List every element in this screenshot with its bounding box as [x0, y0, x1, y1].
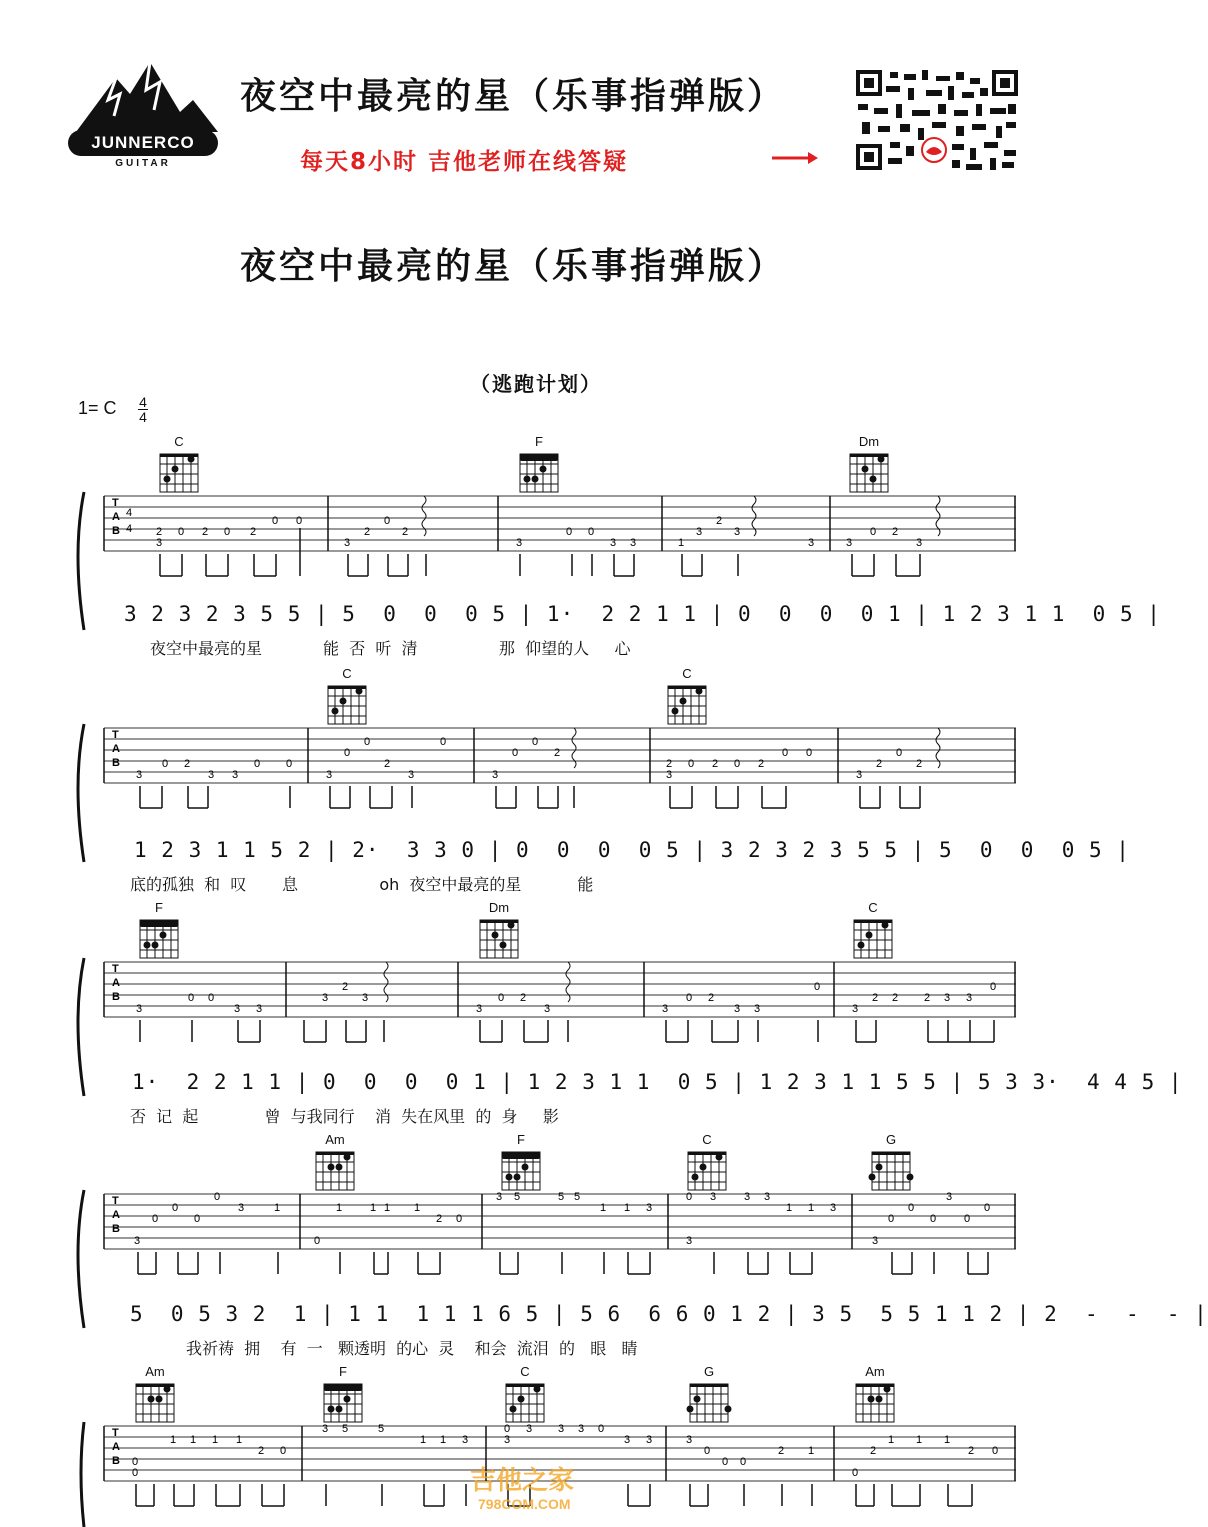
svg-text:3: 3 [492, 769, 499, 781]
svg-text:2: 2 [892, 992, 899, 1004]
chord-diagram: C [850, 902, 896, 958]
svg-text:3: 3 [238, 1202, 245, 1214]
watermark-url: 798COM.COM [478, 1496, 571, 1512]
svg-text:3: 3 [462, 1434, 469, 1446]
svg-text:0: 0 [896, 747, 903, 759]
svg-text:3: 3 [662, 1003, 669, 1015]
chord-diagram: F [516, 436, 562, 492]
svg-text:3: 3 [326, 769, 333, 781]
svg-text:1: 1 [336, 1202, 343, 1214]
svg-text:0: 0 [686, 1191, 693, 1203]
svg-text:1: 1 [786, 1202, 793, 1214]
svg-text:A: A [112, 1209, 120, 1221]
svg-text:3: 3 [344, 537, 351, 549]
svg-text:0: 0 [172, 1202, 179, 1214]
svg-text:1: 1 [808, 1202, 815, 1214]
chord-diagram: G [686, 1366, 732, 1422]
svg-text:2: 2 [436, 1213, 443, 1225]
chord-diagram: C [156, 436, 202, 492]
svg-text:0: 0 [498, 992, 505, 1004]
svg-text:2: 2 [402, 526, 409, 538]
svg-text:0: 0 [214, 1191, 221, 1203]
svg-text:0: 0 [132, 1456, 139, 1468]
svg-text:0: 0 [364, 736, 371, 748]
svg-text:1: 1 [600, 1202, 607, 1214]
lyrics-line: 夜空中最亮的星 能 否 听 清 那 仰望的人 心 [150, 639, 631, 658]
svg-text:3: 3 [710, 1191, 717, 1203]
svg-text:3: 3 [134, 1235, 141, 1247]
page-title: 夜空中最亮的星（乐事指弹版） [240, 245, 787, 287]
svg-text:2: 2 [968, 1445, 975, 1457]
svg-text:3: 3 [322, 1423, 329, 1435]
key-signature: 1= C [78, 398, 117, 418]
system-row-1 [0, 430, 1161, 660]
svg-text:1: 1 [420, 1434, 427, 1446]
svg-text:3: 3 [666, 769, 673, 781]
svg-text:0: 0 [588, 526, 595, 538]
svg-text:0: 0 [532, 736, 539, 748]
svg-text:0: 0 [440, 736, 447, 748]
svg-text:1: 1 [384, 1202, 391, 1214]
svg-text:1: 1 [212, 1434, 219, 1446]
svg-text:0: 0 [870, 526, 877, 538]
svg-text:3: 3 [232, 769, 239, 781]
chord-diagram: C [664, 668, 710, 724]
svg-text:3: 3 [686, 1434, 693, 1446]
svg-text:2: 2 [250, 526, 257, 538]
svg-text:0: 0 [806, 747, 813, 759]
svg-text:A: A [112, 977, 120, 989]
svg-text:3: 3 [696, 526, 703, 538]
svg-text:0: 0 [992, 1445, 999, 1457]
numbered-notation: 3 2 3 2 3 5 5 | 5 0 0 0 5 | 1· 2 2 1 1 | 0 0 0 0 1 | 1 2 3 1 1 0 5 | [124, 602, 1161, 626]
svg-text:2: 2 [712, 758, 719, 770]
svg-text:0: 0 [722, 1456, 729, 1468]
svg-text:B: B [112, 1223, 120, 1235]
svg-text:A: A [112, 511, 120, 523]
svg-text:2: 2 [872, 992, 879, 1004]
chord-diagram: C [502, 1366, 548, 1422]
svg-text:3: 3 [734, 1003, 741, 1015]
chord-diagram: Am [132, 1366, 178, 1422]
svg-text:2: 2 [364, 526, 371, 538]
svg-text:3: 3 [322, 992, 329, 1004]
svg-text:0: 0 [782, 747, 789, 759]
svg-text:3: 3 [256, 1003, 263, 1015]
svg-text:5: 5 [378, 1423, 385, 1435]
svg-text:3: 3 [808, 537, 815, 549]
svg-text:B: B [112, 1455, 120, 1467]
svg-text:3: 3 [856, 769, 863, 781]
logo-sub: GUITAR [115, 158, 171, 169]
svg-text:2: 2 [778, 1445, 785, 1457]
svg-text:T: T [112, 1195, 119, 1207]
svg-text:2: 2 [666, 758, 673, 770]
svg-text:2: 2 [156, 526, 163, 538]
svg-text:3: 3 [408, 769, 415, 781]
svg-text:0: 0 [344, 747, 351, 759]
svg-text:B: B [112, 757, 120, 769]
svg-text:3: 3 [516, 537, 523, 549]
svg-text:2: 2 [708, 992, 715, 1004]
svg-text:1: 1 [190, 1434, 197, 1446]
svg-text:0: 0 [686, 992, 693, 1004]
svg-text:3: 3 [830, 1202, 837, 1214]
svg-text:0: 0 [598, 1423, 605, 1435]
svg-text:5: 5 [558, 1191, 565, 1203]
lyrics-line: 我祈祷 拥 有 一 颗透明 的心 灵 和会 流泪 的 眼 睛 [186, 1339, 638, 1358]
svg-text:1: 1 [414, 1202, 421, 1214]
chord-diagram: C [324, 668, 370, 724]
svg-text:2: 2 [258, 1445, 265, 1457]
svg-text:2: 2 [554, 747, 561, 759]
svg-text:0: 0 [990, 981, 997, 993]
svg-text:3: 3 [362, 992, 369, 1004]
svg-text:0: 0 [132, 1467, 139, 1479]
svg-text:0: 0 [888, 1213, 895, 1225]
chord-diagram: Am [852, 1366, 898, 1422]
arrow-right-icon [772, 148, 818, 168]
chord-diagram: Dm [476, 902, 522, 958]
svg-text:0: 0 [280, 1445, 287, 1457]
svg-text:0: 0 [930, 1213, 937, 1225]
svg-text:0: 0 [314, 1235, 321, 1247]
svg-text:3: 3 [156, 537, 163, 549]
svg-text:0: 0 [152, 1213, 159, 1225]
svg-text:0: 0 [566, 526, 573, 538]
svg-text:0: 0 [162, 758, 169, 770]
svg-text:1: 1 [888, 1434, 895, 1446]
svg-text:2: 2 [342, 981, 349, 993]
svg-text:3: 3 [946, 1191, 953, 1203]
svg-text:0: 0 [852, 1467, 859, 1479]
svg-text:0: 0 [504, 1423, 511, 1435]
svg-text:T: T [112, 963, 119, 975]
svg-text:1: 1 [916, 1434, 923, 1446]
svg-text:4: 4 [126, 523, 133, 535]
chord-diagram: F [498, 1134, 544, 1190]
numbered-notation: 1 2 3 1 1 5 2 | 2· 3 3 0 | 0 0 0 0 5 | 3 2 3 2 3 5 5 | 5 0 0 0 5 | [134, 838, 1130, 862]
svg-text:1: 1 [678, 537, 685, 549]
svg-text:2: 2 [184, 758, 191, 770]
svg-text:3: 3 [526, 1423, 533, 1435]
svg-text:1: 1 [170, 1434, 177, 1446]
svg-text:0: 0 [208, 992, 215, 1004]
svg-text:0: 0 [296, 515, 303, 527]
svg-text:0: 0 [734, 758, 741, 770]
artist-name: （逃跑计划） [470, 372, 602, 396]
svg-text:T: T [112, 1427, 119, 1439]
svg-text:T: T [112, 729, 119, 741]
svg-text:2: 2 [916, 758, 923, 770]
svg-text:4: 4 [126, 507, 133, 519]
chord-diagram: G [868, 1134, 914, 1190]
svg-text:0: 0 [740, 1456, 747, 1468]
svg-text:3: 3 [136, 769, 143, 781]
svg-text:B: B [112, 525, 120, 537]
svg-text:3: 3 [966, 992, 973, 1004]
svg-text:A: A [112, 743, 120, 755]
svg-text:0: 0 [254, 758, 261, 770]
chord-diagram: Am [312, 1134, 358, 1190]
svg-text:0: 0 [272, 515, 279, 527]
svg-text:3: 3 [686, 1235, 693, 1247]
system-row-3 [0, 896, 1183, 1126]
svg-text:0: 0 [456, 1213, 463, 1225]
mountain-logo-icon [68, 60, 228, 135]
svg-text:0: 0 [286, 758, 293, 770]
watermark: 吉他之家 [470, 1466, 575, 1496]
svg-text:0: 0 [704, 1445, 711, 1457]
svg-text:1: 1 [944, 1434, 951, 1446]
chord-diagram: C [684, 1134, 730, 1190]
svg-text:0: 0 [178, 526, 185, 538]
svg-text:1: 1 [236, 1434, 243, 1446]
svg-text:2: 2 [870, 1445, 877, 1457]
svg-text:0: 0 [188, 992, 195, 1004]
svg-text:2: 2 [758, 758, 765, 770]
svg-text:0: 0 [194, 1213, 201, 1225]
svg-text:3: 3 [624, 1434, 631, 1446]
numbered-notation: 5 0 5 3 2 1 | 1 1 1 1 1 6 5 | 5 6 6 6 0 1 2 | 3 5 5 5 1 1 2 | 2 - - - | [130, 1302, 1208, 1326]
svg-text:0: 0 [384, 515, 391, 527]
svg-text:A: A [112, 1441, 120, 1453]
svg-text:3: 3 [578, 1423, 585, 1435]
svg-text:5: 5 [514, 1191, 521, 1203]
svg-text:3: 3 [136, 1003, 143, 1015]
svg-text:3: 3 [872, 1235, 879, 1247]
lyrics-line: 否 记 起 曾 与我同行 消 失在风里 的 身 影 [130, 1107, 559, 1126]
svg-text:1: 1 [624, 1202, 631, 1214]
svg-text:0: 0 [814, 981, 821, 993]
svg-text:2: 2 [716, 515, 723, 527]
svg-text:0: 0 [908, 1202, 915, 1214]
svg-text:0: 0 [984, 1202, 991, 1214]
svg-text:0: 0 [964, 1213, 971, 1225]
svg-text:1: 1 [808, 1445, 815, 1457]
system-row-2 [0, 662, 1130, 894]
svg-text:3: 3 [846, 537, 853, 549]
svg-text:5: 5 [574, 1191, 581, 1203]
header-title: 夜空中最亮的星（乐事指弹版） [240, 75, 787, 117]
svg-text:3: 3 [476, 1003, 483, 1015]
svg-text:2: 2 [520, 992, 527, 1004]
svg-text:5: 5 [342, 1423, 349, 1435]
svg-text:1: 1 [370, 1202, 377, 1214]
svg-text:1: 1 [440, 1434, 447, 1446]
time-signature: 4 4 [139, 394, 147, 425]
svg-text:3: 3 [916, 537, 923, 549]
system-row-4 [0, 1128, 1208, 1358]
svg-text:0: 0 [688, 758, 695, 770]
svg-text:2: 2 [892, 526, 899, 538]
svg-text:3: 3 [234, 1003, 241, 1015]
svg-text:3: 3 [744, 1191, 751, 1203]
svg-text:0: 0 [512, 747, 519, 759]
svg-text:T: T [112, 497, 119, 509]
qr-code-icon[interactable] [856, 70, 1018, 170]
svg-text:3: 3 [754, 1003, 761, 1015]
svg-text:B: B [112, 991, 120, 1003]
svg-text:3: 3 [496, 1191, 503, 1203]
svg-text:3: 3 [208, 769, 215, 781]
svg-text:3: 3 [852, 1003, 859, 1015]
svg-text:3: 3 [558, 1423, 565, 1435]
svg-text:3: 3 [646, 1434, 653, 1446]
chord-diagram: Dm [846, 436, 892, 492]
svg-text:3: 3 [764, 1191, 771, 1203]
svg-text:3: 3 [504, 1434, 511, 1446]
svg-text:3: 3 [646, 1202, 653, 1214]
promo-text[interactable]: 每天8小时 吉他老师在线答疑 [300, 149, 629, 175]
numbered-notation: 1· 2 2 1 1 | 0 0 0 0 1 | 1 2 3 1 1 0 5 | 1 2 3 1 1 5 5 | 5 3 3· 4 4 5 | [132, 1070, 1183, 1094]
svg-text:3: 3 [544, 1003, 551, 1015]
svg-text:2: 2 [384, 758, 391, 770]
svg-text:2: 2 [876, 758, 883, 770]
logo-name: JUNNERCO [68, 130, 218, 156]
chord-diagram: F [320, 1366, 366, 1422]
svg-text:1: 1 [274, 1202, 281, 1214]
svg-text:3: 3 [944, 992, 951, 1004]
brand-logo[interactable] [68, 60, 228, 175]
lyrics-line: 底的孤独 和 叹 息 oh 夜空中最亮的星 能 [130, 875, 594, 894]
svg-text:0: 0 [224, 526, 231, 538]
chord-diagram: F [136, 902, 182, 958]
svg-text:3: 3 [734, 526, 741, 538]
svg-text:2: 2 [202, 526, 209, 538]
svg-text:2: 2 [924, 992, 931, 1004]
svg-text:3: 3 [630, 537, 637, 549]
svg-text:3: 3 [610, 537, 617, 549]
